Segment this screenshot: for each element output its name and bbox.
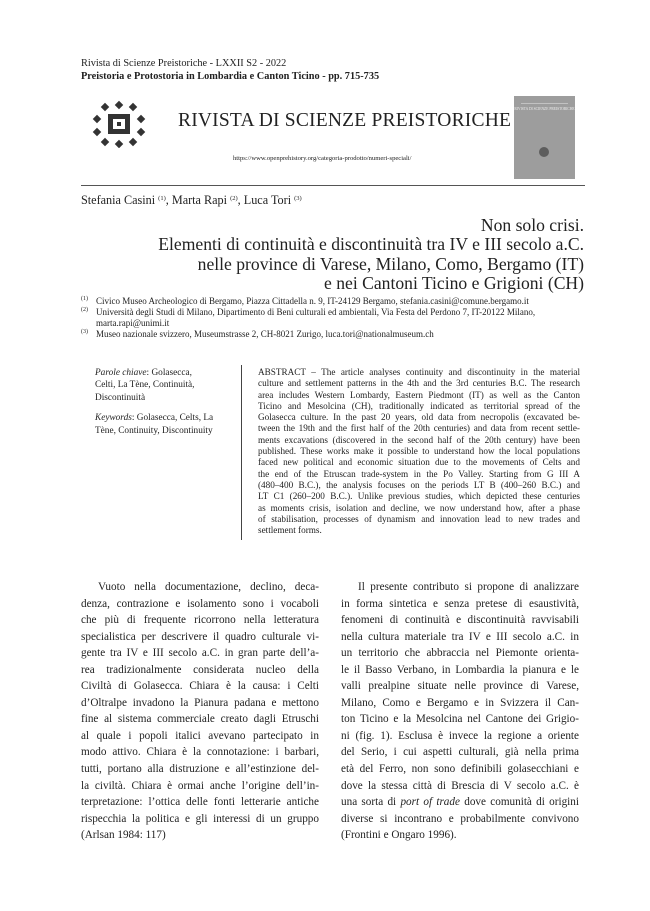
journal-title: RIVISTA DI SCIENZE PREISTORICHE [178,110,512,131]
abstract-line: the end of the Etruscan trade-system in the Po Valley. Starting from G III A [258,468,580,479]
body-line: diverse si incontrano e probabilmente convivono [341,812,579,825]
journal-line: Rivista di Scienze Preistoriche - LXXII S2 - 2022 [81,58,287,69]
body-line: le il Basso Verbano, in Lombardia la pianura e le [341,663,579,676]
abstract-line: area includes Western Lombardy, Eastern Piedmont (IT) as well as the Canton [258,389,580,400]
body-text: una sorta di [341,796,401,809]
body-line: che più di frequente ricorrono nella letteratura [81,614,319,627]
body-line: Milano, Como e Bergamo e in Svizzera il Can- [341,696,579,709]
abstract-line: of stabilisation, processes of dynamism and innovation lead to new trades and [258,513,580,524]
affiliation-text: Museo nazionale svizzero, Museumstrasse 2, CH-8021 Zurigo, luca.tori@nationalmuseum.ch [96,329,434,339]
keywords-en-line: Tène, Continuity, Discontinuity [95,425,213,436]
body-line: gente tra IV e III secolo a.C. in gran parte dell’a- [81,647,319,660]
body-line: Vuoto nella documentazione, declino, deca- [98,581,319,593]
article-title-line: nelle province di Varese, Milano, Como, Bergamo (IT) [197,254,584,274]
body-line: rea tradizionalmente considerata nucleo della [81,663,319,676]
body-line: (Frontini e Ongaro 1996). [341,829,457,842]
body-line: Civiltà di Golasecca. Chiara è la causa: i Celti [81,680,319,693]
author-ref: (1) [158,195,166,202]
journal-url[interactable]: https://www.openprehistory.org/categoria-prodotto/numeri-speciali/ [233,155,412,162]
body-text: dove comunità di origini [459,796,579,809]
body-line: specialistica per descrivere il quadro culturale vi- [81,630,319,643]
cover-thumbnail [514,96,575,179]
abstract [258,367,580,536]
abstract-line: (480–400 B.C.), the analysis focuses on the periods LT B (400–260 B.C.) and [258,479,580,490]
header-divider [81,185,585,186]
abstract-line: settlement forms. [258,525,322,536]
affiliation-number: (3) [81,329,88,335]
body-line: Il presente contributo si propone di analizzare [358,581,579,593]
abstract-line: ABSTRACT – The article analyses continuity and discontinuity in the material [258,367,580,377]
abstract-line: Golasecca culture. In the past 20 years, old data from necropolis (excavated be- [258,412,580,423]
body-column-left [81,579,319,844]
body-line: d’Oltralpe invadono la Pianura padana e mettono [81,696,319,709]
abstract-line: faced new political and economic situation due to the movements of Celts and [258,457,580,468]
cover-ornament-icon [539,147,549,157]
body-line: al quale i popoli italici avevano partecipato in [81,729,319,742]
author-ref: (2) [230,195,238,202]
keywords-it-label: Parole chiave [95,368,147,378]
body-line [341,794,579,811]
journal-logo-icon [88,100,150,148]
body-line: ton Ticino e la Mesolcina nel Cantone dei Grigio- [341,713,579,726]
body-line: in forma sintetica e senza pretese di esaustività, [341,597,579,610]
body-line: nella cultura materiale tra IV e III secolo a.C. in [341,630,579,643]
affiliation-text: Università degli Studi di Milano, Dipartimento di Beni culturali ed ambientali, Via Festa del Perdono 7, IT-20122 Milano, [96,307,536,317]
body-column-right [341,579,579,844]
abstract-line: culture and settlement patterns in the 4th and the 3rd centuries B.C. The research [258,378,580,389]
issue-line: Preistoria e Protostoria in Lombardia e Canton Ticino - pp. 715-735 [81,71,380,82]
keywords-en: Keywords: Golasecca, Celts, La [95,413,214,424]
keywords-divider [241,365,242,540]
affiliation-text: marta.rapi@unimi.it [96,318,170,328]
body-line: fine al sistema commerciale creato dagli Etruschi [81,713,319,726]
body-line: la civiltà. Chiara è ormai anche l’origine dell’in- [81,779,319,792]
affiliation-number: (2) [81,307,88,313]
body-line: un territorio che abbraccia nel Piemonte orienta- [341,647,579,660]
author-name: Marta Rapi [171,193,228,207]
body-line: (Arlsan 1984: 117) [81,829,166,842]
body-line: fenomeni di continuità e discontinuità ravvisabili [341,614,579,627]
body-line: terpretazione: l’ottica delle fonti letterarie antiche [81,796,319,809]
keywords-block [95,367,235,437]
article-title-line: Non solo crisi. [480,215,584,235]
author-ref: (3) [294,195,302,202]
body-line: età del Ferro, non sono definibili golasecchiani e [341,763,579,776]
author-list: Stefania Casini $^{(1)}$, Marta Rapi $^{(2)}$, Luca Tori $^{(3)}$ [81,193,302,207]
abstract-line: published. These works make it possible to understand how the local populations [258,446,580,457]
body-line: rispecchia la politica e gli interessi di un gruppo [81,812,319,825]
body-line: modo attivo. Chiara è la connotazione: i barbari, [81,746,319,759]
abstract-line: as moments crisis, isolation and decline, we now understand how, after a phase [258,502,580,513]
keywords-it-line: Discontinuità [95,392,146,403]
keywords-it-line: Celti, La Tène, Continuità, [95,380,195,391]
author-name: Stefania Casini [81,193,156,207]
author-name: Luca Tori [243,193,292,207]
abstract-line: Ticino and Mesolcina (CH), traditionally indicated as territorial spread of the [258,400,580,411]
article-title-line: Elementi di continuità e discontinuità tra IV e III secolo a.C. [158,234,584,254]
abstract-line: tween the 19th and the first half of the 20th centuries) and data from recent settle- [258,423,580,434]
body-line: ni (fig. 1). Esclusa è invece la regione a oriente [341,729,579,742]
cover-rule [521,103,568,104]
body-line: del Serio, i cui aspetti culturali, già nella prima [341,746,579,759]
cover-title: RIVISTA DI SCIENZE PREISTORICHE [514,107,575,111]
affiliation-number: (1) [81,296,88,302]
abstract-line: LT C1 (260–200 B.C.). Unlike previous studies, which depicted these centuries [258,491,580,502]
affiliation-text: Civico Museo Archeologico di Bergamo, Piazza Cittadella n. 9, IT-24129 Bergamo, stefania.casini@comune.bergamo.it [96,296,529,306]
body-line: dove la stessa città di Brescia di V secolo a.C. è [341,779,579,792]
abstract-line: ments excavations (discovered in the second half of the 20th century) have been [258,434,580,445]
body-line: tutti, portano alla distruzione e all’estinzione del- [81,763,319,776]
body-line: denza, contrazione e isolamento sono i vocaboli [81,597,319,610]
article-title-line: e nei Cantoni Ticino e Grigioni (CH) [324,273,584,293]
keywords-it: Parole chiave: Golasecca, [95,368,192,378]
body-line: valli prealpine situate nelle province di Varese, [341,680,579,693]
keywords-en-label: Keywords [95,413,132,424]
body-italic: port of trade [400,796,460,809]
